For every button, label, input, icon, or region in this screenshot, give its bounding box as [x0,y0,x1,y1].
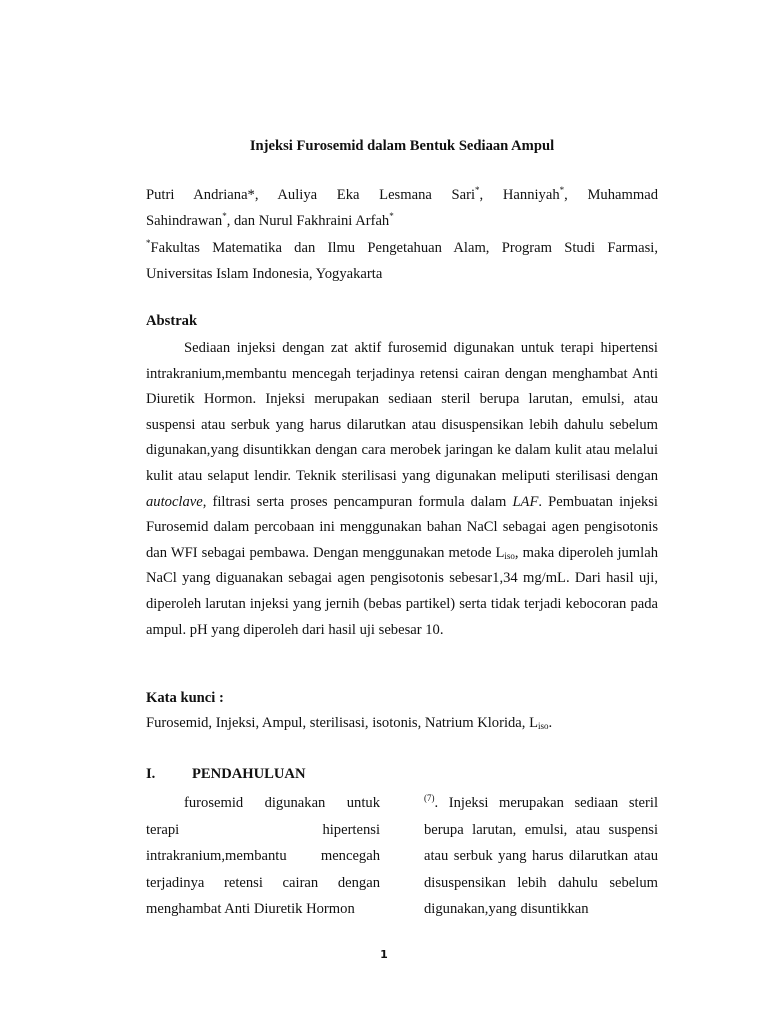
body-text: . Injeksi merupakan sediaan steril berupa larutan, emulsi, atau suspensi atau serbuk yang harus dilarutkan atau disuspensikan lebih dahulu sebelum digunakan,yang disuntikkan [424,795,658,917]
abstract-subscript: iso [504,550,515,561]
body-column-right [424,790,658,923]
author-line-2 [146,213,394,229]
paper-title: Injeksi Furosemid dalam Bentuk Sediaan Ampul [249,138,555,154]
citation-mark: (7) [424,793,435,803]
keywords-end: . [548,715,553,731]
author-mark: * [222,211,227,221]
page-number: 1 [380,948,388,961]
body-paragraph-right [424,790,658,923]
author-mark: * [475,185,480,195]
author-line-1 [146,182,658,208]
abstract-heading: Abstrak [146,313,198,329]
abstract-body [146,336,658,643]
body-paragraph-left: furosemid digunakan untuk terapi hipertensi intrakranium,membantu mencegah terjadinya retensi cairan dengan menghambat Anti Diuretik Hormon [146,795,380,917]
affiliation-text: Fakultas Matematika dan Ilmu Pengetahuan Alam, Program Studi Farmasi, [150,240,658,256]
affiliation-line-2: Universitas Islam Indonesia, Yogyakarta [146,266,383,282]
author-text: , Muhammad [564,187,658,203]
author-text: , dan Nurul Fakhraini Arfah [226,213,390,229]
affiliation-line-1 [146,235,658,261]
affiliation [146,235,658,287]
document-page [146,0,658,1024]
section-title: PENDAHULUAN [192,766,306,782]
author-mark: * [389,211,394,221]
abstract-paragraph [146,336,658,643]
abstract-italic: autoclave [146,493,203,510]
body-column-left [146,790,380,923]
abstract-text: Sediaan injeksi dengan zat aktif furosemid digunakan untuk terapi hipertensi intrakranium,membantu mencegah terjadinya retensi cairan dengan menghambat Anti Diuretik Hormon. Injeksi merupakan sediaan steril berupa larutan, emulsi, atau suspensi atau serbuk yang harus dilarutkan atau disuspensikan lebih dahulu sebelum digunakan,yang disuntikkan dengan cara merobek jaringan ke dalam kulit atau melalui kulit atau selaput lendir. Teknik sterilisasi yang digunakan meliputi sterilisasi dengan [146,340,658,484]
abstract-text: , maka diperoleh jumlah NaCl yang diguanakan sebagai agen pengisotonis sebesar1,34 mg/mL. Dari hasil uji, diperoleh larutan injeksi yang jernih (bebas partikel) serta tidak terjadi kebocoran pada ampul. pH yang diperoleh dari hasil uji sebesar 10. [146,544,658,638]
keywords-list [146,715,658,732]
keywords-heading: Kata kunci : [146,690,224,706]
author-list [146,182,658,234]
author-text: , Hanniyah [479,187,560,203]
author-mark: * [559,185,565,195]
author-text: Putri Andriana*, Auliya Eka Lesmana Sari [146,187,476,203]
abstract-text: , filtrasi serta proses pencampuran formula dalam [202,493,513,510]
affiliation-mark: * [146,238,151,248]
abstract-italic: LAF [512,493,539,510]
keywords-text: Furosemid, Injeksi, Ampul, sterilisasi, isotonis, Natrium Klorida, L [146,715,538,731]
author-text: Sahindrawan [146,213,223,229]
abstract-text: . Pembuatan injeksi Furosemid dalam percobaan ini menggunakan bahan NaCl sebagai agen pengisotonis dan WFI sebagai pembawa. Dengan menggunakan metode L [146,493,658,561]
keywords-subscript: iso [537,721,549,731]
section-number: I. [146,766,156,782]
